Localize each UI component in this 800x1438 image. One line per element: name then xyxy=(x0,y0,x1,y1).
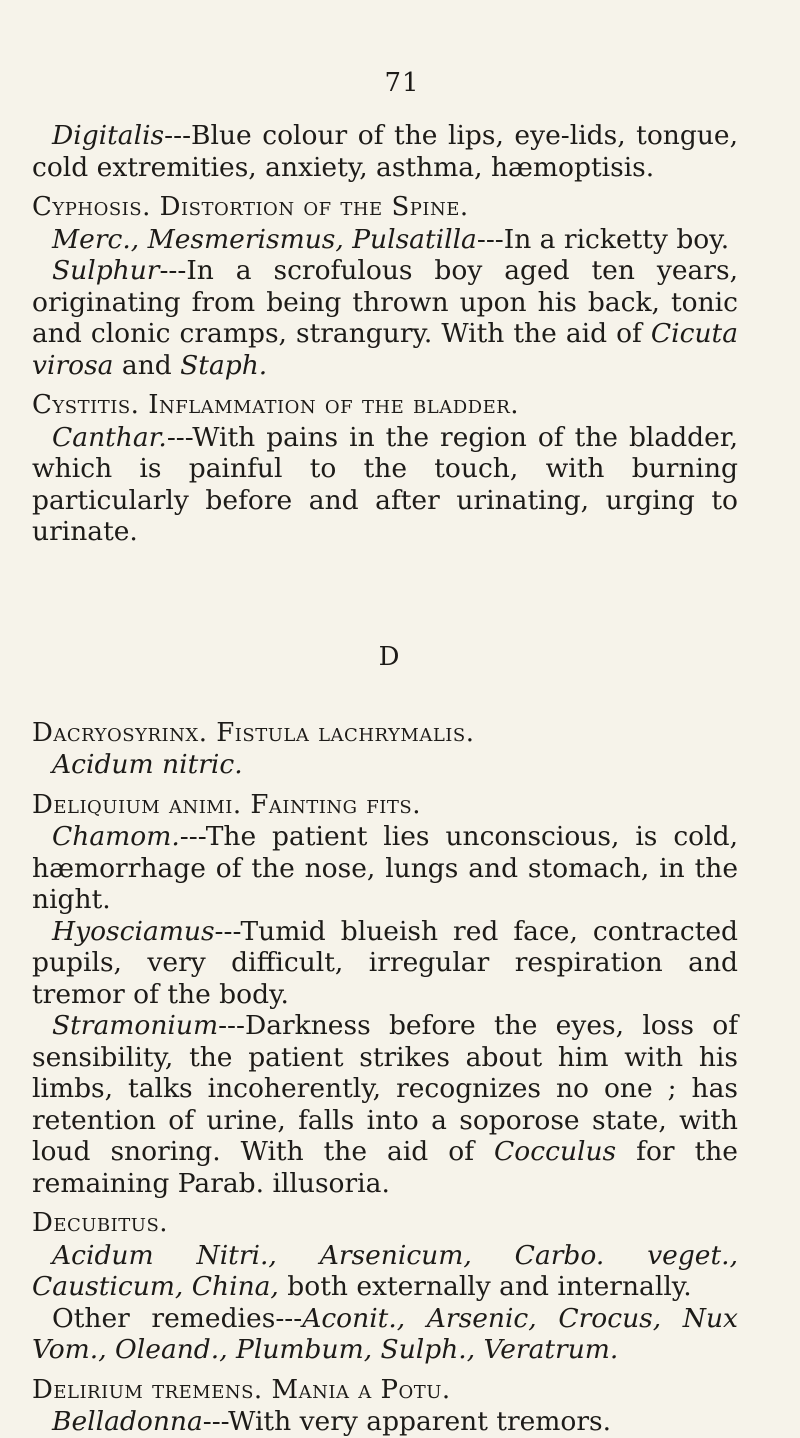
heading-translation: Mania a Potu. xyxy=(271,1374,451,1405)
entry-decubitus-other xyxy=(32,1303,738,1366)
entry-text: Other remedies--- xyxy=(52,1302,303,1334)
heading-term: Decubitus. xyxy=(32,1208,169,1238)
heading-cyphosis xyxy=(32,192,738,224)
entry-text: ---The patient lies unconscious, is cold, hæmorrhage of the nose, lungs and stomach, in the night. xyxy=(32,821,738,915)
entry-text: both externally and internally. xyxy=(278,1271,692,1302)
remedy-name: Canthar. xyxy=(52,421,167,453)
heading-translation: Fistula lachrymalis. xyxy=(216,717,475,748)
entry-cyphosis-sulphur xyxy=(32,255,738,381)
remedy-name: Cicuta virosa xyxy=(32,318,738,381)
entry-text: and xyxy=(113,349,181,381)
heading-translation: Inflammation of the bladder. xyxy=(148,390,520,420)
remedy-name: Aconit., Arsenic, Crocus, Nux Vom., Oleand., Plumbum, Sulph., Veratrum. xyxy=(32,1302,738,1365)
heading-term: Deliquium animi. xyxy=(32,789,242,820)
heading-term: Cystitis. xyxy=(32,390,140,420)
entry-text: ---With pains in the region of the bladder, which is painful to the touch, with burning particularly before and after urinating, urging to urinate. xyxy=(32,421,738,547)
entry-deliquium-stramonium xyxy=(32,1010,738,1199)
remedy-name: Acidum Nitri., Arsenicum, Carbo. veget., Causticum, China, xyxy=(32,1239,738,1302)
entry-text: ---In a scrofulous boy aged ten years, originating from being thrown upon his back, tonic and clonic cramps, strangury. With the aid of xyxy=(32,255,738,349)
remedy-name: Hyosciamus xyxy=(52,915,215,947)
entry-text: for the remaining Parab. illusoria. xyxy=(32,1136,738,1199)
remedy-name: Sulphur xyxy=(52,255,160,286)
remedy-name: Merc., Mesmerismus, Pulsatilla xyxy=(52,223,477,255)
remedy-name: Acidum nitric. xyxy=(52,749,243,780)
entry-decubitus-remedies xyxy=(32,1240,738,1303)
heading-translation: Distortion of the Spine. xyxy=(159,192,469,222)
remedy-name: Cocculus xyxy=(494,1136,617,1167)
remedy-name: Stramonium xyxy=(52,1010,219,1041)
entry-text: ---Darkness before the eyes, loss of sensibility, the patient strikes about him with his limbs, talks incoherently, recognizes no one ; has retention of urine, falls into a soporose state, with loud snoring. With the aid of xyxy=(32,1010,738,1167)
entry-digitalis xyxy=(32,120,738,183)
heading-deliquium xyxy=(32,790,738,822)
heading-delirium xyxy=(32,1375,738,1407)
heading-dacryosyrinx xyxy=(32,718,738,750)
entry-text: ---With very apparent tremors. xyxy=(202,1406,612,1437)
entry-text: ---In a ricketty boy. xyxy=(476,223,730,255)
heading-decubitus xyxy=(32,1208,738,1240)
remedy-name: Staph. xyxy=(180,349,268,381)
remedy-name: Belladonna xyxy=(52,1406,203,1437)
heading-cystitis xyxy=(32,390,738,422)
entry-text: ---Blue colour of the lips, eye-lids, tongue, cold extremities, anxiety, asthma, hæmoptisis. xyxy=(32,120,738,183)
entry-delirium xyxy=(32,1406,738,1438)
entry-cyphosis-merc xyxy=(32,224,738,256)
section-letter: D xyxy=(378,641,400,672)
remedy-name: Chamom. xyxy=(52,821,180,852)
page-number: 71 xyxy=(384,68,420,98)
heading-term: Dacryosyrinx. xyxy=(32,717,208,748)
remedy-name: Digitalis xyxy=(52,120,165,151)
entry-dacryosyrinx xyxy=(32,749,738,781)
heading-term: Cyphosis. xyxy=(32,192,151,222)
heading-translation: Fainting fits. xyxy=(250,789,422,820)
entry-deliquium-hyosciamus xyxy=(32,916,738,1011)
entry-cystitis xyxy=(32,422,738,548)
entry-deliquium-chamom xyxy=(32,821,738,916)
heading-term: Delirium tremens. xyxy=(32,1374,263,1405)
entry-text: ---Tumid blueish red face, contracted pupils, very difficult, irregular respiration and tremor of the body. xyxy=(32,915,738,1010)
